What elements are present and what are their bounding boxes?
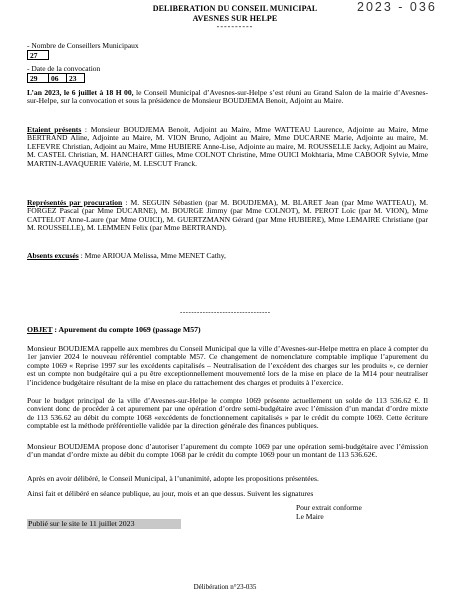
intro-rest: le Conseil Municipal d’Avesnes-sur-Helpe s’est réuni au Grand Salon de la mairie d’Avesnes-sur-Helpe, sur la convocation et sous la présidence de Monsieur BOUDJEMA Benoit, Adjoint au Maire. (27, 88, 428, 106)
convocation-month: 06 (49, 73, 67, 83)
header-dash: ---------- (216, 22, 254, 31)
body-paragraph-3: Monsieur BOUDJEMA propose donc d’autoriser l’apurement du compte 1069 par une opération semi-budgétaire avec l’émission d’un mandat d’ordre mixte au débit du compte 1068 par le crédit du compte 1069 pour un montant de 113 536.62€. (27, 442, 428, 460)
proxy-label: Représentés par procuration (27, 198, 123, 207)
absent-paragraph (27, 252, 428, 260)
objet-title: : Apurement du compte 1069 (passage M57) (52, 325, 201, 334)
present-paragraph (27, 126, 428, 168)
convocation-day: 29 (27, 73, 49, 83)
intro-paragraph (27, 89, 428, 106)
members-count-box: 27 (27, 50, 49, 60)
proxy-list: : M. SEGUIN Sébastien (par M. BOUDJEMA), M. BLARET Jean (par Mme WATTEAU), M. FORGEZ Pascal (par Mme DUCARNE), M. BOURGE Jimmy (par Mme COLNOT), M. PEROT Loïc (par M. VION), Mme CATTELOT Anne-Laure (par Mme OUICI), M. GUERTZMANN Gérard (par Mme HUBIERE), Mme LEMAIRE Christiane (par M. ROUSSELLE), M. LEMMEN Felix (par Mme BERTRAND). (27, 198, 428, 233)
absent-list: : Mme ARIOUA Melissa, Mme MENET Cathy, (78, 251, 226, 260)
absent-label: Absents excusés (27, 251, 79, 260)
section-separator: -------------------------------- (180, 308, 271, 316)
convocation-year: 23 (67, 73, 85, 83)
members-label: - Nombre de Conseillers Municipaux (27, 41, 139, 50)
intro-lead: L’an 2023, le 6 juillet à 18 H 00, (27, 88, 134, 97)
body-paragraph-1: Monsieur BOUDJEMA rappelle aux membres du Conseil Municipal que la ville d’Avesnes-sur-Helpe mettra en place à compter du 1er janvier 2024 le nouveau référentiel comptable M57. Ce changement de nomenclature comptable implique l’apurement du compte 1069 « Reprise 1997 sur les excédents capitalisés – Neutralisation de l’excédent des charges sur les produits », ce dernier est un compte non budgétaire qui a pu être exceptionnellement mouvementé lors de la mise en place de la M14 pour neutraliser l’incidence budgétaire résultant de la mise en place du rattachement des charges et produits à l’exercice. (27, 344, 428, 387)
convocation-label: - Date de la convocation (27, 64, 101, 73)
page-footer: Délibération n°23-035 (193, 583, 257, 591)
header-title: DELIBERATION DU CONSEIL MUNICIPAL (152, 4, 318, 13)
proxy-paragraph (27, 199, 428, 233)
signature-line-2: Le Maire (296, 512, 324, 521)
body-paragraph-2: Pour le budget principal de la ville d’Avesnes-sur-Helpe le compte 1069 présente actuellement un solde de 113 536.62 €. Il convient donc de procéder à cet apurement par une opération d’ordre semi-budgétaire avec l’émission d’un mandat d’ordre mixte de 113 536.62 au débit du compte 1068 «excédents de fonctionnement capitalisés » par le crédit du compte 1069. Cette écriture comptable est la méthode préférentielle validée par la direction générale des finances publiques. (27, 396, 428, 431)
deliberation-reference: 2023 - 036 (357, 0, 437, 14)
body-paragraph-4: Après en avoir délibéré, le Conseil Municipal, à l’unanimité, adopte les propositions présentées. (27, 474, 319, 483)
document-header (100, 4, 370, 30)
objet-label: OBJET (27, 325, 53, 334)
present-list: : Monsieur BOUDJEMA Benoit, Adjoint au Maire, Mme WATTEAU Laurence, Adjointe au Maire, Mme BERTRAND Aline, Adjointe au Maire, M. VION Bruno, Adjoint au Maire, Mme DUCARNE Marie, Adjointe au maire, M. LEFEVRE Christian, Adjoint au Maire, Mme HUBIERE Anne-Lise, Adjointe au maire, M. ROUSSELLE Jacky, Adjoint au Maire, M. CASTEL Christian, M. HANCHART Gilles, Mme COLNOT Christine, Mme OUICI Mokhtaria, Mme CABOOR Sylvie, Mme MARTIN-LAVAQUERIE Valérie, M. LESCUT Franck. (27, 125, 428, 168)
signature-line-1: Pour extrait conforme (296, 503, 362, 512)
header-city: AVESNES SUR HELPE (192, 14, 278, 23)
present-label: Etaient présents (27, 125, 82, 134)
publication-notice: Publié sur le site le 11 juillet 2023 (27, 519, 181, 529)
objet-heading (27, 325, 201, 334)
convocation-date-boxes (27, 73, 85, 83)
body-paragraph-5: Ainsi fait et délibéré en séance publique, au jour, mois et an que dessus. Suivent les signatures (27, 489, 314, 498)
